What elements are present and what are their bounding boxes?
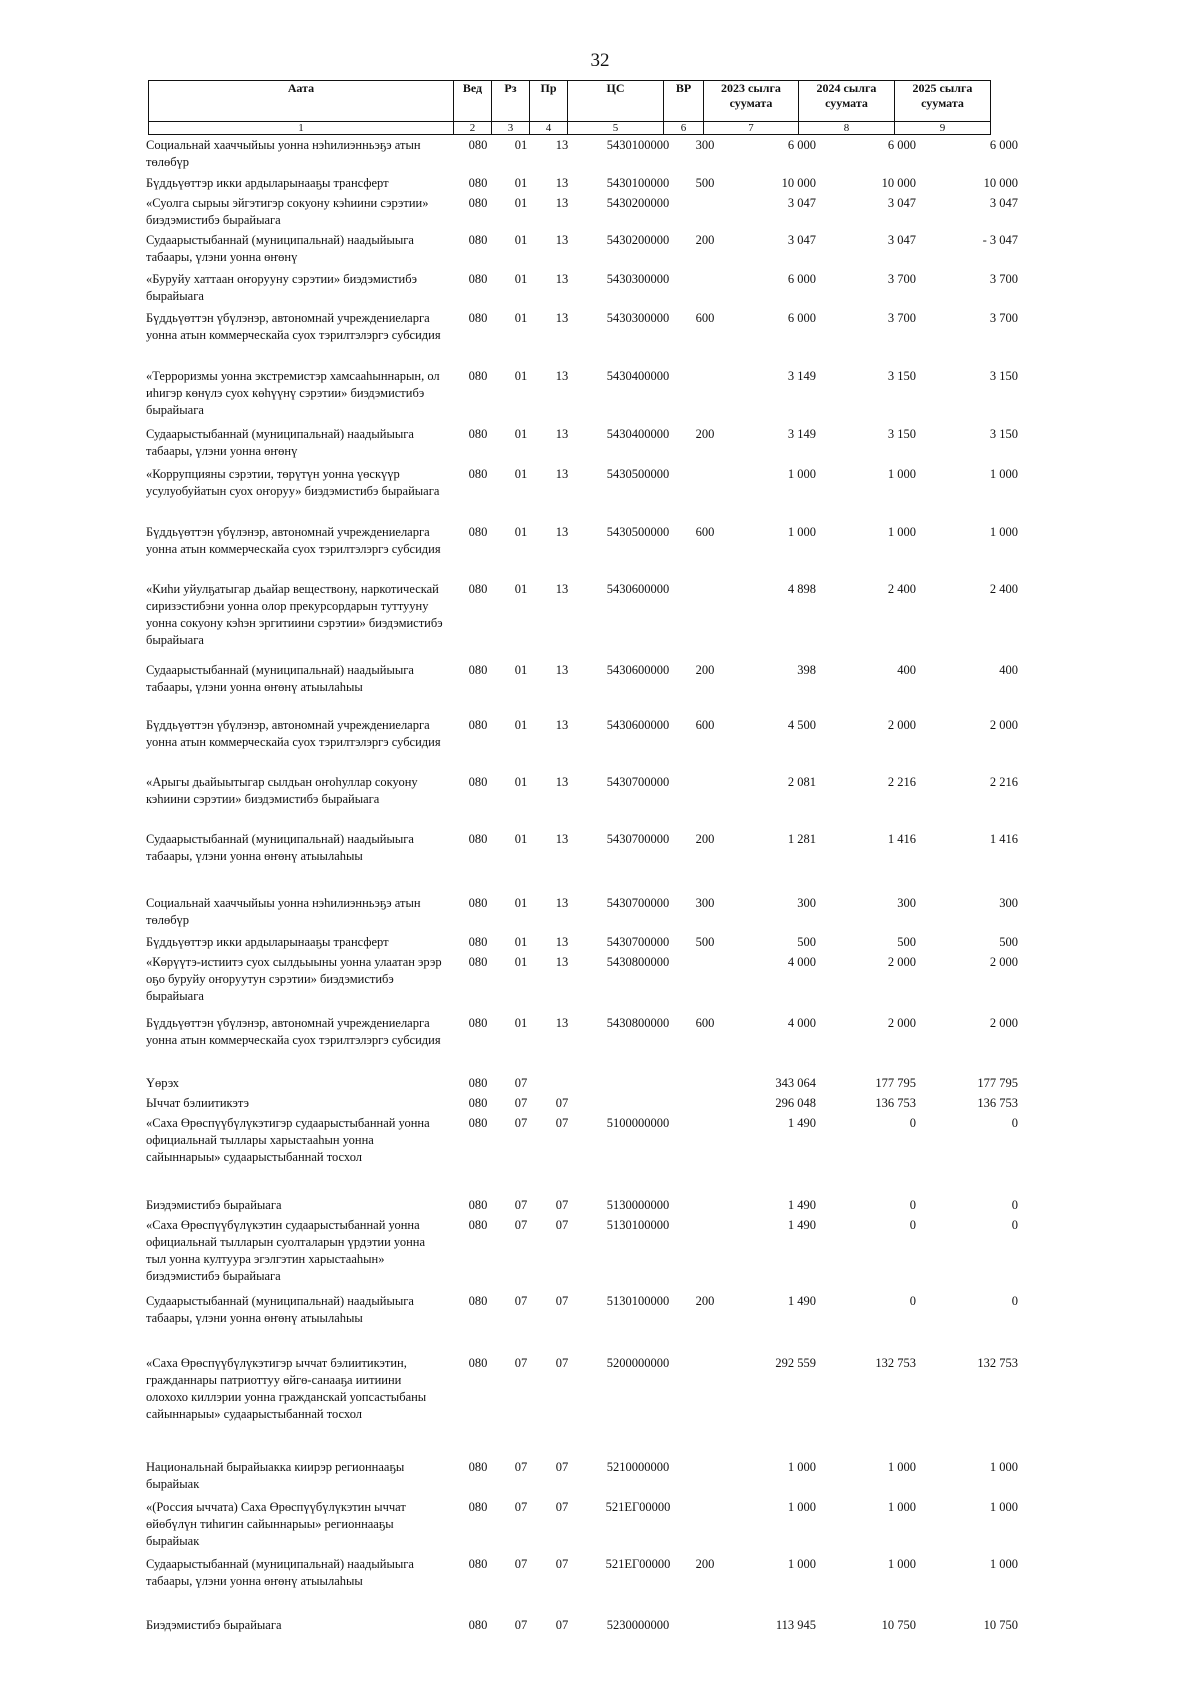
- row-name: «Арыгы дьайыытыгар сылдьан оҥоһуллар сокуону кэһиини сэрэтии» биэдэмистибэ бырайыага: [146, 775, 418, 806]
- row-2023: 3 047: [787, 233, 816, 247]
- row-2023: 296 048: [775, 1096, 816, 1110]
- row-2023: 343 064: [775, 1076, 816, 1090]
- row-vr: 300: [695, 896, 715, 910]
- row-vr: 200: [695, 233, 715, 247]
- row-2023: 3 149: [787, 369, 816, 383]
- row-rz: 07: [514, 1356, 528, 1370]
- row-rz: 01: [514, 467, 528, 481]
- row-2025: 2 216: [989, 775, 1018, 789]
- row-name: Судаарыстыбаннай (муниципальнай) наадыйыыга табаары, үлэни уонна өҥөнү: [146, 427, 414, 458]
- row-pr: 13: [555, 311, 569, 325]
- row-rz: 01: [514, 832, 528, 846]
- row-2025: 1 416: [989, 832, 1018, 846]
- row-cs: 5430500000: [606, 467, 670, 481]
- row-pr: 07: [555, 1294, 569, 1308]
- row-vr: 600: [695, 311, 715, 325]
- row-cs: 5430400000: [606, 369, 670, 383]
- row-2024: 1 000: [887, 1557, 916, 1571]
- row-ved: 080: [468, 1016, 488, 1030]
- row-vr: 500: [695, 176, 715, 190]
- row-cs: 5430300000: [606, 272, 670, 286]
- row-2024: 1 000: [887, 525, 916, 539]
- row-cs: 5210000000: [606, 1460, 670, 1474]
- row-pr: 13: [555, 196, 569, 210]
- row-ved: 080: [468, 775, 488, 789]
- col-number: 8: [799, 122, 895, 135]
- row-cs: 521ЕГ00000: [605, 1557, 671, 1571]
- col-number: 9: [895, 122, 991, 135]
- row-rz: 07: [514, 1294, 528, 1308]
- row-cs: 5430700000: [606, 832, 670, 846]
- row-name: «Суолга сырыы эйгэтигэр сокуону кэһиини сэрэтии» биэдэмистибэ бырайыага: [146, 196, 429, 227]
- row-cs: 5430600000: [606, 718, 670, 732]
- row-cs: 5430100000: [606, 138, 670, 152]
- row-pr: 13: [555, 775, 569, 789]
- row-2023: 500: [797, 935, 816, 949]
- row-2023: 1 490: [787, 1198, 816, 1212]
- row-2024: 1 000: [887, 1460, 916, 1474]
- row-name: Бүддьүөттэн үбүлэнэр, автономнай учреждениеларга уонна атын коммерческайа суох тэрилтэлэргэ субсидия: [146, 525, 441, 556]
- row-2024: 3 047: [887, 196, 916, 210]
- row-2023: 1 490: [787, 1218, 816, 1232]
- row-ved: 080: [468, 427, 488, 441]
- row-2023: 300: [797, 896, 816, 910]
- col-number: 3: [492, 122, 530, 135]
- row-vr: 200: [695, 832, 715, 846]
- row-2025: 1 000: [989, 1557, 1018, 1571]
- row-vr: 200: [695, 1294, 715, 1308]
- row-pr: 13: [555, 663, 569, 677]
- row-2023: 4 000: [787, 955, 816, 969]
- row-vr: 500: [695, 935, 715, 949]
- row-ved: 080: [468, 1294, 488, 1308]
- row-pr: 13: [555, 896, 569, 910]
- row-pr: 07: [555, 1460, 569, 1474]
- row-name: «Буруйу хаттаан оҥорууну сэрэтии» биэдэмистибэ бырайыага: [146, 272, 417, 303]
- row-rz: 07: [514, 1500, 528, 1514]
- row-2025: 2 000: [989, 1016, 1018, 1030]
- row-rz: 01: [514, 196, 528, 210]
- row-2025: 3 700: [989, 311, 1018, 325]
- row-vr: 200: [695, 663, 715, 677]
- row-2024: 1 416: [887, 832, 916, 846]
- row-2023: 2 081: [787, 775, 816, 789]
- row-vr: 600: [695, 718, 715, 732]
- row-cs: 5430400000: [606, 427, 670, 441]
- row-2024: 10 000: [881, 176, 916, 190]
- row-2025: 500: [999, 935, 1018, 949]
- row-ved: 080: [468, 1116, 488, 1130]
- row-ved: 080: [468, 896, 488, 910]
- row-cs: 5130100000: [606, 1294, 670, 1308]
- col-header-ved: Вед: [454, 81, 492, 122]
- row-name: Социальнай хааччыйыы уонна нэһилиэнньэҕэ атын төлөбүр: [146, 138, 421, 169]
- row-name: Бүддьүөттэр икки ардыларынааҕы трансферт: [146, 935, 389, 949]
- col-header-2024: 2024 сылга суумата: [799, 81, 895, 122]
- row-pr: 13: [555, 935, 569, 949]
- row-2025: 132 753: [977, 1356, 1018, 1370]
- row-ved: 080: [468, 718, 488, 732]
- row-name: «Көрүүтэ-истиитэ суох сылдьыыны уонна улаатан эрэр оҕо буруйу оҥоруутун сэрэтии» биэдэмистибэ бырайыага: [146, 955, 442, 1003]
- row-2023: 3 047: [787, 196, 816, 210]
- row-vr: 200: [695, 427, 715, 441]
- row-ved: 080: [468, 138, 488, 152]
- row-rz: 07: [514, 1460, 528, 1474]
- row-2024: 177 795: [875, 1076, 916, 1090]
- row-2023: 1 000: [787, 1500, 816, 1514]
- row-pr: 07: [555, 1096, 569, 1110]
- col-number: 6: [664, 122, 704, 135]
- row-ved: 080: [468, 1096, 488, 1110]
- row-ved: 080: [468, 1557, 488, 1571]
- col-number: 5: [568, 122, 664, 135]
- row-rz: 07: [514, 1076, 528, 1090]
- row-2023: 4 500: [787, 718, 816, 732]
- row-ved: 080: [468, 176, 488, 190]
- row-pr: 13: [555, 272, 569, 286]
- row-2025: 0: [1011, 1218, 1018, 1232]
- row-2023: 4 898: [787, 582, 816, 596]
- row-rz: 01: [514, 663, 528, 677]
- row-2025: 2 000: [989, 955, 1018, 969]
- row-name: «Саха Өрөспүүбүлүкэтин судаарыстыбаннай уонна официальнай тылларын суолталарын үрдэтии уонна тыл уонна култуура эгэлгэтин харыстааһын» биэдэмистибэ бырайыага: [146, 1218, 426, 1283]
- row-pr: 07: [555, 1356, 569, 1370]
- row-ved: 080: [468, 272, 488, 286]
- row-name: Ыччат бэлиитикэтэ: [146, 1096, 249, 1110]
- row-name: Бүддьүөттэн үбүлэнэр, автономнай учреждениеларга уонна атын коммерческайа суох тэрилтэлэргэ субсидия: [146, 311, 441, 342]
- row-2024: 3 700: [887, 272, 916, 286]
- row-2023: 398: [797, 663, 816, 677]
- row-2023: 1 281: [787, 832, 816, 846]
- row-pr: 13: [555, 138, 569, 152]
- row-name: Үөрэх: [146, 1076, 179, 1090]
- row-vr: 600: [695, 525, 715, 539]
- row-2025: 2 000: [989, 718, 1018, 732]
- row-cs: 5430500000: [606, 525, 670, 539]
- page-number: 32: [590, 50, 610, 71]
- row-2025: 1 000: [989, 1460, 1018, 1474]
- row-rz: 01: [514, 272, 528, 286]
- row-pr: 07: [555, 1500, 569, 1514]
- row-rz: 07: [514, 1096, 528, 1110]
- row-rz: 01: [514, 176, 528, 190]
- row-2024: 0: [909, 1116, 916, 1130]
- row-name: Бүддьүөттэр икки ардыларынааҕы трансферт: [146, 176, 389, 190]
- row-ved: 080: [468, 1076, 488, 1090]
- row-rz: 01: [514, 718, 528, 732]
- row-name: Судаарыстыбаннай (муниципальнай) наадыйыыга табаары, үлэни уонна өҥөнү атыылаһыы: [146, 1294, 414, 1325]
- row-2024: 2 000: [887, 955, 916, 969]
- row-name: Бүддьүөттэн үбүлэнэр, автономнай учреждениеларга уонна атын коммерческайа суох тэрилтэлэргэ субсидия: [146, 718, 441, 749]
- row-2023: 4 000: [787, 1016, 816, 1030]
- row-pr: 07: [555, 1618, 569, 1632]
- row-ved: 080: [468, 369, 488, 383]
- row-2023: 1 490: [787, 1294, 816, 1308]
- row-2025: 10 750: [983, 1618, 1018, 1632]
- row-2024: 0: [909, 1294, 916, 1308]
- row-2023: 1 490: [787, 1116, 816, 1130]
- row-2025: 1 000: [989, 525, 1018, 539]
- row-cs: 5430600000: [606, 582, 670, 596]
- row-ved: 080: [468, 955, 488, 969]
- row-pr: 07: [555, 1218, 569, 1232]
- row-rz: 01: [514, 775, 528, 789]
- row-cs: 5130100000: [606, 1218, 670, 1232]
- row-2023: 1 000: [787, 1460, 816, 1474]
- row-cs: 5430700000: [606, 775, 670, 789]
- row-pr: 13: [555, 427, 569, 441]
- row-2024: 0: [909, 1198, 916, 1212]
- row-2024: 136 753: [875, 1096, 916, 1110]
- row-2024: 2 000: [887, 1016, 916, 1030]
- row-name: Судаарыстыбаннай (муниципальнай) наадыйыыга табаары, үлэни уонна өҥөнү атыылаһыы: [146, 1557, 414, 1588]
- row-2024: 3 700: [887, 311, 916, 325]
- row-2025: 0: [1011, 1294, 1018, 1308]
- row-2024: 1 000: [887, 1500, 916, 1514]
- row-rz: 01: [514, 935, 528, 949]
- row-pr: 07: [555, 1557, 569, 1571]
- row-2025: 2 400: [989, 582, 1018, 596]
- row-ved: 080: [468, 1218, 488, 1232]
- row-rz: 01: [514, 525, 528, 539]
- col-number: 2: [454, 122, 492, 135]
- row-2025: - 3 047: [982, 233, 1018, 247]
- row-name: Национальнай бырайыакка киирэр регионнааҕы бырайыак: [146, 1460, 405, 1491]
- row-rz: 07: [514, 1557, 528, 1571]
- row-rz: 07: [514, 1198, 528, 1212]
- row-cs: 5230000000: [606, 1618, 670, 1632]
- row-2023: 292 559: [775, 1356, 816, 1370]
- row-2025: 400: [999, 663, 1018, 677]
- row-ved: 080: [468, 935, 488, 949]
- row-2024: 6 000: [887, 138, 916, 152]
- row-2024: 10 750: [881, 1618, 916, 1632]
- row-name: «Саха Өрөспүүбүлүкэтигэр судаарыстыбаннай уонна официальнай тыллары харыстааһын уонна сайыннарыы» судаарыстыбаннай тосхол: [146, 1116, 430, 1164]
- row-2025: 0: [1011, 1116, 1018, 1130]
- row-ved: 080: [468, 467, 488, 481]
- row-2023: 6 000: [787, 311, 816, 325]
- row-name: «Саха Өрөспүүбүлүкэтигэр ыччат бэлиитикэтин, гражданнары патриоттуу өйгө-санааҕа иитиини олохохо киллэрии уонна гражданскай уопсастыбаны сайыннарыы» судаарыстыбаннай тосхол: [146, 1356, 427, 1421]
- row-2025: 0: [1011, 1198, 1018, 1212]
- row-cs: 5100000000: [606, 1116, 670, 1130]
- row-2025: 136 753: [977, 1096, 1018, 1110]
- row-2025: 1 000: [989, 1500, 1018, 1514]
- row-pr: 13: [555, 467, 569, 481]
- row-2025: 3 150: [989, 369, 1018, 383]
- row-name: «(Россия ыччата) Саха Өрөспүүбүлүкэтин ыччат өйөбүлүн тиһигин сайыннарыы» регионнааҕы бырайыак: [146, 1500, 406, 1548]
- row-rz: 01: [514, 582, 528, 596]
- row-ved: 080: [468, 1356, 488, 1370]
- row-2023: 1 000: [787, 467, 816, 481]
- row-pr: 13: [555, 176, 569, 190]
- row-ved: 080: [468, 1500, 488, 1514]
- row-name: Биэдэмистибэ бырайыага: [146, 1198, 282, 1212]
- row-ved: 080: [468, 832, 488, 846]
- row-rz: 01: [514, 955, 528, 969]
- row-rz: 07: [514, 1618, 528, 1632]
- row-pr: 07: [555, 1116, 569, 1130]
- row-cs: 5430700000: [606, 935, 670, 949]
- row-cs: 521ЕГ00000: [605, 1500, 671, 1514]
- row-name: Биэдэмистибэ бырайыага: [146, 1618, 282, 1632]
- row-cs: 5430200000: [606, 196, 670, 210]
- row-2025: 6 000: [989, 138, 1018, 152]
- col-number: 7: [704, 122, 799, 135]
- row-cs: 5430700000: [606, 896, 670, 910]
- row-2024: 300: [897, 896, 916, 910]
- row-name: «Терроризмы уонна экстремистэр хамсааһыннарын, ол иһигэр көнүлэ суох көһүүнү сэрэтии» биэдэмистибэ бырайыага: [146, 369, 440, 417]
- col-header-cs: ЦС: [568, 81, 664, 122]
- row-rz: 01: [514, 311, 528, 325]
- row-cs: 5430100000: [606, 176, 670, 190]
- row-2025: 300: [999, 896, 1018, 910]
- row-2024: 3 150: [887, 369, 916, 383]
- row-name: Судаарыстыбаннай (муниципальнай) наадыйыыга табаары, үлэни уонна өҥөнү: [146, 233, 414, 264]
- row-pr: 13: [555, 718, 569, 732]
- row-2024: 2 000: [887, 718, 916, 732]
- row-2024: 0: [909, 1218, 916, 1232]
- row-2024: 3 150: [887, 427, 916, 441]
- col-header-pr: Пр: [530, 81, 568, 122]
- row-name: Социальнай хааччыйыы уонна нэһилиэнньэҕэ атын төлөбүр: [146, 896, 421, 927]
- row-2024: 400: [897, 663, 916, 677]
- row-rz: 01: [514, 896, 528, 910]
- row-vr: 600: [695, 1016, 715, 1030]
- row-pr: 13: [555, 1016, 569, 1030]
- row-2023: 6 000: [787, 272, 816, 286]
- row-rz: 01: [514, 138, 528, 152]
- row-2023: 1 000: [787, 525, 816, 539]
- row-2023: 6 000: [787, 138, 816, 152]
- row-2023: 1 000: [787, 1557, 816, 1571]
- row-rz: 07: [514, 1116, 528, 1130]
- row-2024: 2 216: [887, 775, 916, 789]
- row-pr: 13: [555, 955, 569, 969]
- row-ved: 080: [468, 1198, 488, 1212]
- row-2024: 2 400: [887, 582, 916, 596]
- row-cs: 5200000000: [606, 1356, 670, 1370]
- row-2024: 1 000: [887, 467, 916, 481]
- row-2023: 10 000: [781, 176, 816, 190]
- row-ved: 080: [468, 663, 488, 677]
- row-pr: 13: [555, 369, 569, 383]
- row-ved: 080: [468, 1460, 488, 1474]
- row-2025: 3 700: [989, 272, 1018, 286]
- row-pr: 13: [555, 525, 569, 539]
- row-2024: 132 753: [875, 1356, 916, 1370]
- row-2023: 3 149: [787, 427, 816, 441]
- row-2025: 1 000: [989, 467, 1018, 481]
- row-cs: 5130000000: [606, 1198, 670, 1212]
- col-header-rz: Рз: [492, 81, 530, 122]
- col-header-2023: 2023 сылга суумата: [704, 81, 799, 122]
- row-2024: 500: [897, 935, 916, 949]
- row-rz: 01: [514, 369, 528, 383]
- row-2025: 3 047: [989, 196, 1018, 210]
- row-name: Бүддьүөттэн үбүлэнэр, автономнай учреждениеларга уонна атын коммерческайа суох тэрилтэлэргэ субсидия: [146, 1016, 441, 1047]
- row-name: «Коррупцияны сэрэтии, төрүтүн уонна үөскүүр усулуобуйатын суох оҥоруу» биэдэмистибэ бырайыага: [146, 467, 440, 498]
- col-number: 1: [149, 122, 454, 135]
- col-header-vr: ВР: [664, 81, 704, 122]
- row-pr: 07: [555, 1198, 569, 1212]
- row-cs: 5430800000: [606, 1016, 670, 1030]
- row-ved: 080: [468, 233, 488, 247]
- row-cs: 5430300000: [606, 311, 670, 325]
- row-cs: 5430200000: [606, 233, 670, 247]
- row-name: «Киһи уйулҕатыгар дьайар веществону, наркотическай сиризэстибэни уонна олор прекурсордарын туттууну уонна сокуону кэһэн эргитиини сэрэтии» биэдэмистибэ бырайыага: [146, 582, 443, 647]
- row-2025: 3 150: [989, 427, 1018, 441]
- row-ved: 080: [468, 196, 488, 210]
- row-rz: 07: [514, 1218, 528, 1232]
- row-2025: 10 000: [983, 176, 1018, 190]
- row-pr: 13: [555, 832, 569, 846]
- row-pr: 13: [555, 582, 569, 596]
- row-rz: 01: [514, 427, 528, 441]
- row-2025: 177 795: [977, 1076, 1018, 1090]
- row-pr: 13: [555, 233, 569, 247]
- row-cs: 5430600000: [606, 663, 670, 677]
- row-2024: 3 047: [887, 233, 916, 247]
- row-ved: 080: [468, 582, 488, 596]
- row-vr: 200: [695, 1557, 715, 1571]
- row-vr: 300: [695, 138, 715, 152]
- row-name: Судаарыстыбаннай (муниципальнай) наадыйыыга табаары, үлэни уонна өҥөнү атыылаһыы: [146, 832, 414, 863]
- row-rz: 01: [514, 1016, 528, 1030]
- row-rz: 01: [514, 233, 528, 247]
- row-2023: 113 945: [775, 1618, 816, 1632]
- row-ved: 080: [468, 525, 488, 539]
- col-header-name: Аата: [149, 81, 454, 122]
- col-number: 4: [530, 122, 568, 135]
- row-ved: 080: [468, 1618, 488, 1632]
- row-ved: 080: [468, 311, 488, 325]
- row-cs: 5430800000: [606, 955, 670, 969]
- col-header-2025: 2025 сылга суумата: [895, 81, 991, 122]
- row-name: Судаарыстыбаннай (муниципальнай) наадыйыыга табаары, үлэни уонна өҥөнү атыылаһыы: [146, 663, 414, 694]
